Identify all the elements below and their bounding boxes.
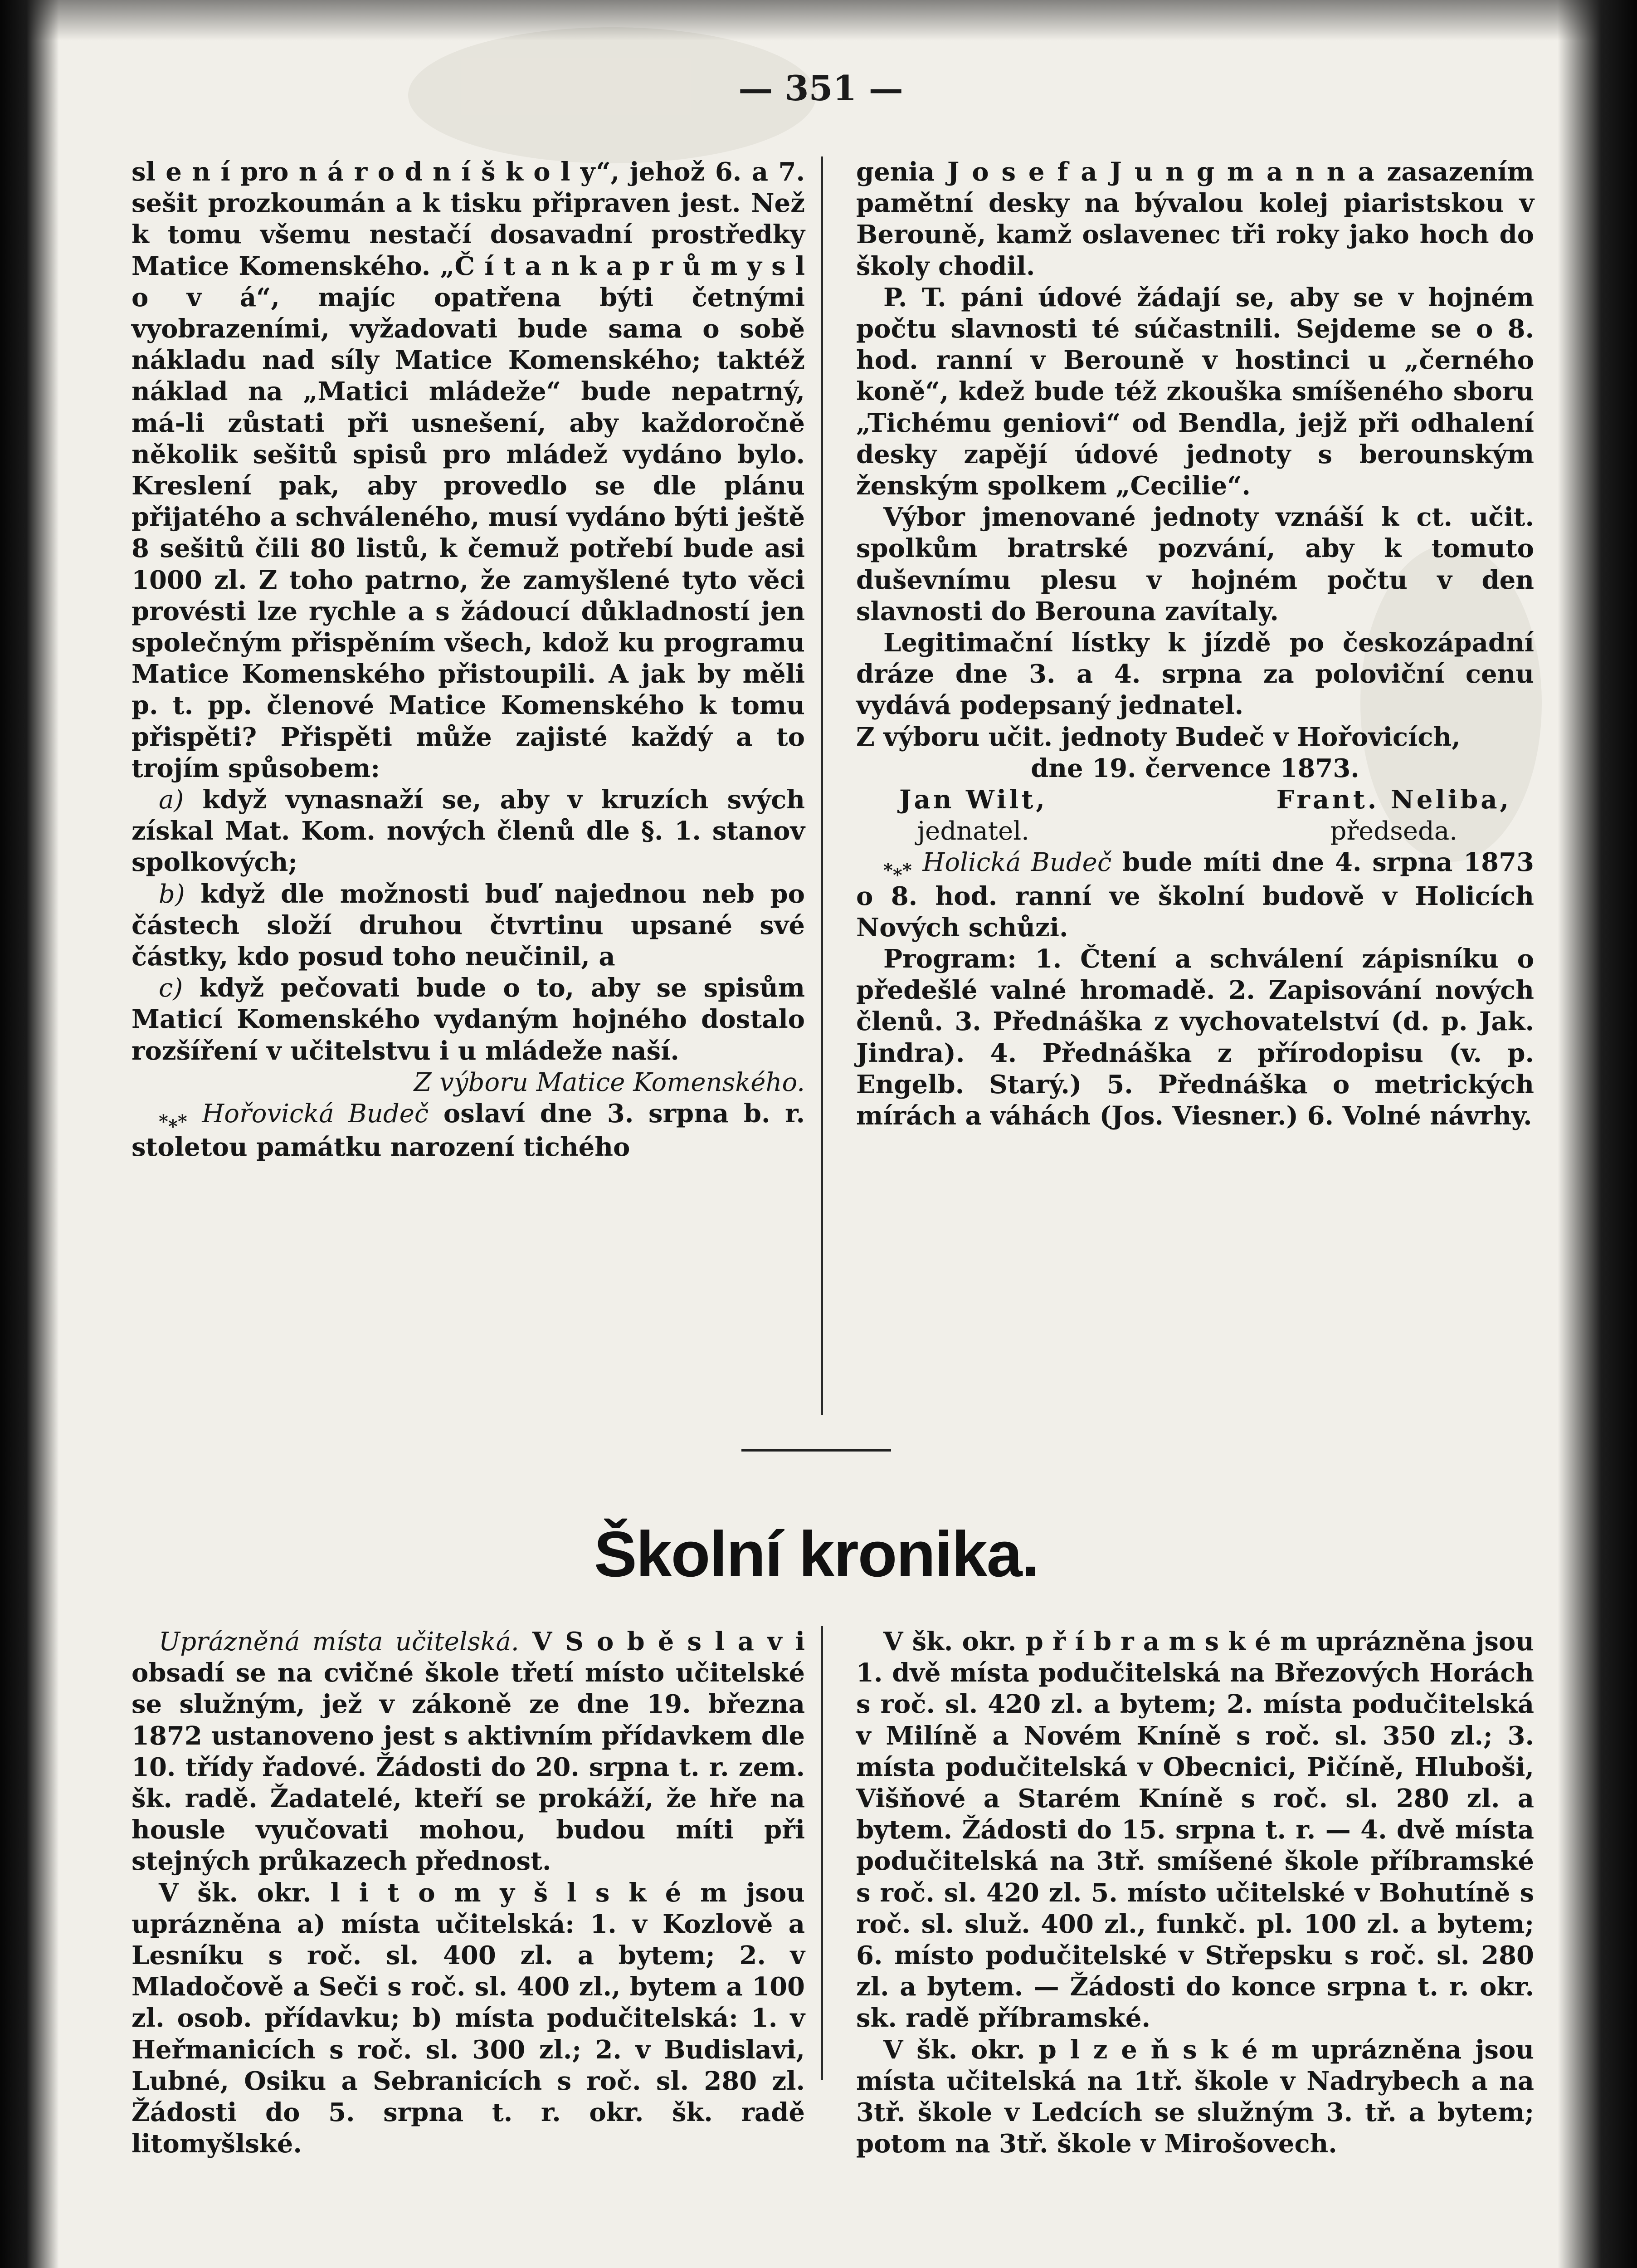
notice-horovicka: [132, 1098, 805, 1163]
notice-text: bude míti dne 4. srpna 1873 o 8. hod. ranní ve školní budově v Holicích Nových schůzi.: [856, 847, 1535, 943]
scan-edge-left: [0, 0, 59, 2268]
column-left-bottom: [132, 1626, 805, 2160]
paragraph: Legitimační lístky k jízdě po českozápadní dráze dne 3. a 4. srpna za poloviční cenu vydává podepsaný jednatel.: [856, 628, 1534, 721]
paragraph: V šk. okr. p ř í b r a m s k é m uprázněna jsou 1. dvě místa podučitelská na Březových Horách s roč. sl. 420 zl. a bytem; 2. místa podučitelská v Milíně a Novém Kníně s roč. sl. 350 zl.; 3. místa podučitelská v Obecnici, Pičíně, Hluboši, Višňové a Starém Kníně s roč. sl. 280 zl. a bytem. Žádosti do 15. srpna t. r. — 4. dvě místa podučitelská na 3tř. smíšené škole příbramské s roč. sl. 420 zl. 5. místo učitelské v Bohutíně s roč. sl. služ. 400 zl., funkč. pl. 100 zl. a bytem; 6. místo podučitelské v Střepsku s roč. sl. 280 zl. a bytem. — Žádosti do konce srpna t. r. okr. sk. radě příbramské.: [856, 1627, 1534, 2033]
paragraph: V šk. okr. p l z e ň s k é m uprázněna jsou místa učitelská na 1tř. škole v Nadrybech a na 3tř. škole v Ledcích se služným 3. tř. a bytem; potom na 3tř. škole v Mirošovech.: [856, 2034, 1534, 2159]
section-title: Školní kronika.: [594, 1518, 1039, 1590]
list-item-b: [132, 879, 805, 973]
asterism-icon: *⁎*: [883, 860, 912, 881]
paragraph: V šk. okr. l i t o m y š l s k é m jsou uprázněna a) místa učitelská: 1. v Kozlově a Lesníku s roč. sl. 400 zl. a bytem; 2. v Mladočově a Seči s roč. sl. 400 zl., bytem a 100 zl. osob. přídavku; b) místa podučitelská: 1. v Heřmanicích s roč. sl. 300 zl.; 2. v Budislavi, Lubné, Osiku a Sebranicích s roč. sl. 280 zl. Žádosti do 5. srpna t. r. okr. šk. radě litomyšlské.: [132, 1877, 805, 2159]
page-number: — 351 —: [738, 68, 903, 108]
column-left-top: [132, 156, 805, 1163]
paragraph: [132, 1626, 805, 1877]
paragraph: P. T. páni údové žádají se, aby se v hojném počtu slavnosti té súčastnili. Sejdeme se o 8. hod. ranní v Berouně v hostinci u „černého koně“, kdež bude též zkouška smíšeného sboru „Tichému geniovi“ od Bendla, jejž při odhalení desky zapějí údové jednoty s berounským ženským spolkem „Cecilie“.: [856, 282, 1534, 501]
column-right-bottom: [856, 1626, 1534, 2160]
notice-title: Holická Budeč: [922, 848, 1112, 878]
lead-title: Uprázněná místa učitelská.: [159, 1627, 519, 1657]
column-divider: [821, 156, 823, 1415]
column-divider: [821, 1626, 823, 2080]
program: Program: 1. Čtení a schválení zápisníku o předešlé valné hromadě. 2. Zapisování nových členů. 3. Přednáška z vychovatelství (d. p. Jak. Jindra). 4. Přednáška z přírodopisu (v. p. Engelb. Starý.) 5. Přednáška o metrických mírách a váhách (Jos. Viesner.) 6. Volné návrhy.: [856, 944, 1534, 1131]
signature-block: [1276, 784, 1511, 847]
signature-block: [899, 784, 1047, 847]
date-line: dne 19. července 1873.: [1031, 753, 1359, 783]
paragraph: genia J o s e f a J u n g m a n n a zasazením pamětní desky na bývalou kolej piaristskou v Berouně, kamž oslavenec tři roky jako hoch do školy chodil.: [856, 157, 1534, 281]
notice-holicka: [856, 847, 1534, 943]
list-text: když pečovati bude o to, aby se spisům Maticí Komenského vydaným hojného dostalo rozšíření v učitelstvu i u mládeže naší.: [132, 973, 805, 1066]
paragraph: sl e n í pro n á r o d n í š k o l y“, jehož 6. a 7. sešit prozkoumán a k tisku připraven jest. Než k tomu všemu nestačí dosavadní prostředky Matice Komenského. „Č í t a n k a p r ů m y s l o v á“, majíc opatřena býti četnými vyobrazeními, vyžadovati bude sama o sobě nákladu nad síly Matice Komenského; taktéž náklad na „Matici mládeže“ bude nepatrný, má-li zůstati při usnešení, aby každoročně několik sešitů spisů pro mládež vydáno bylo. Kreslení pak, aby provedlo se dle plánu přijatého a schváleného, musí vydáno býti ještě 8 sešitů čili 80 listů, k čemuž potřebí bude asi 1000 zl. Z toho patrno, že zamyšlené tyto věci provésti lze rychle a s žádoucí důkladností jen společným přispěním všech, kdož ku programu Matice Komenského přistoupili. A jak by měli p. t. pp. členové Matice Komenského k tomu přispěti? Přispěti může zajisté každý a to trojím spůsobem:: [132, 157, 805, 783]
signature-text: Z výboru Matice Komenského.: [414, 1067, 805, 1097]
list-item-c: [132, 973, 805, 1067]
paragraph-text: V S o b ě s l a v i obsadí se na cvičné škole třetí místo učitelské se služným, jež v zákoně ze dne 19. března 1872 ustanoveno jest s aktivním přídavkem dle 10. třídy řadové. Žádosti do 20. srpna t. r. zem. šk. radě. Žadatelé, kteří se prokáží, že hře na housle vyučovati mohou, budou míti při stejných průkazech přednost.: [132, 1627, 805, 1877]
asterism-icon: *⁎*: [159, 1111, 187, 1133]
notice-title: Hořovická Budeč: [202, 1099, 429, 1129]
list-text: když dle možnosti buď najednou neb po částech složí druhou čtvrtinu upsané své částky, kdo posud toho neučinil, a: [132, 879, 805, 972]
signer-role: předseda.: [1330, 816, 1458, 846]
list-item-a: [132, 784, 805, 879]
section-rule: [741, 1449, 891, 1452]
list-label: c): [159, 973, 183, 1003]
paragraph: Z výboru učit. jednoty Budeč v Hořovicích,: [856, 722, 1461, 752]
column-right-top: [856, 156, 1534, 1132]
signature: [132, 1067, 805, 1098]
list-label: a): [159, 785, 184, 815]
signer-role: jednatel.: [917, 816, 1029, 846]
list-text: když vynasnaží se, aby v kruzích svých získal Mat. Kom. nových členů dle §. 1. stanov spolkových;: [132, 785, 805, 878]
signer-name: Jan Wilt,: [899, 785, 1047, 815]
scan-edge-top: [0, 0, 1637, 41]
paragraph: Výbor jmenované jednoty vznáší k ct. učit. spolkům bratrské pozvání, aby k tomuto duševnímu plesu v hojném počtu v den slavnosti do Berouna zavítaly.: [856, 502, 1534, 626]
signer-name: Frant. Neliba,: [1276, 785, 1511, 815]
notice-text: oslaví dne 3. srpna b. r. stoletou památku narození tichého: [132, 1099, 805, 1163]
scan-edge-right: [1558, 0, 1637, 2268]
list-label: b): [159, 879, 185, 909]
signatures: [856, 784, 1534, 847]
